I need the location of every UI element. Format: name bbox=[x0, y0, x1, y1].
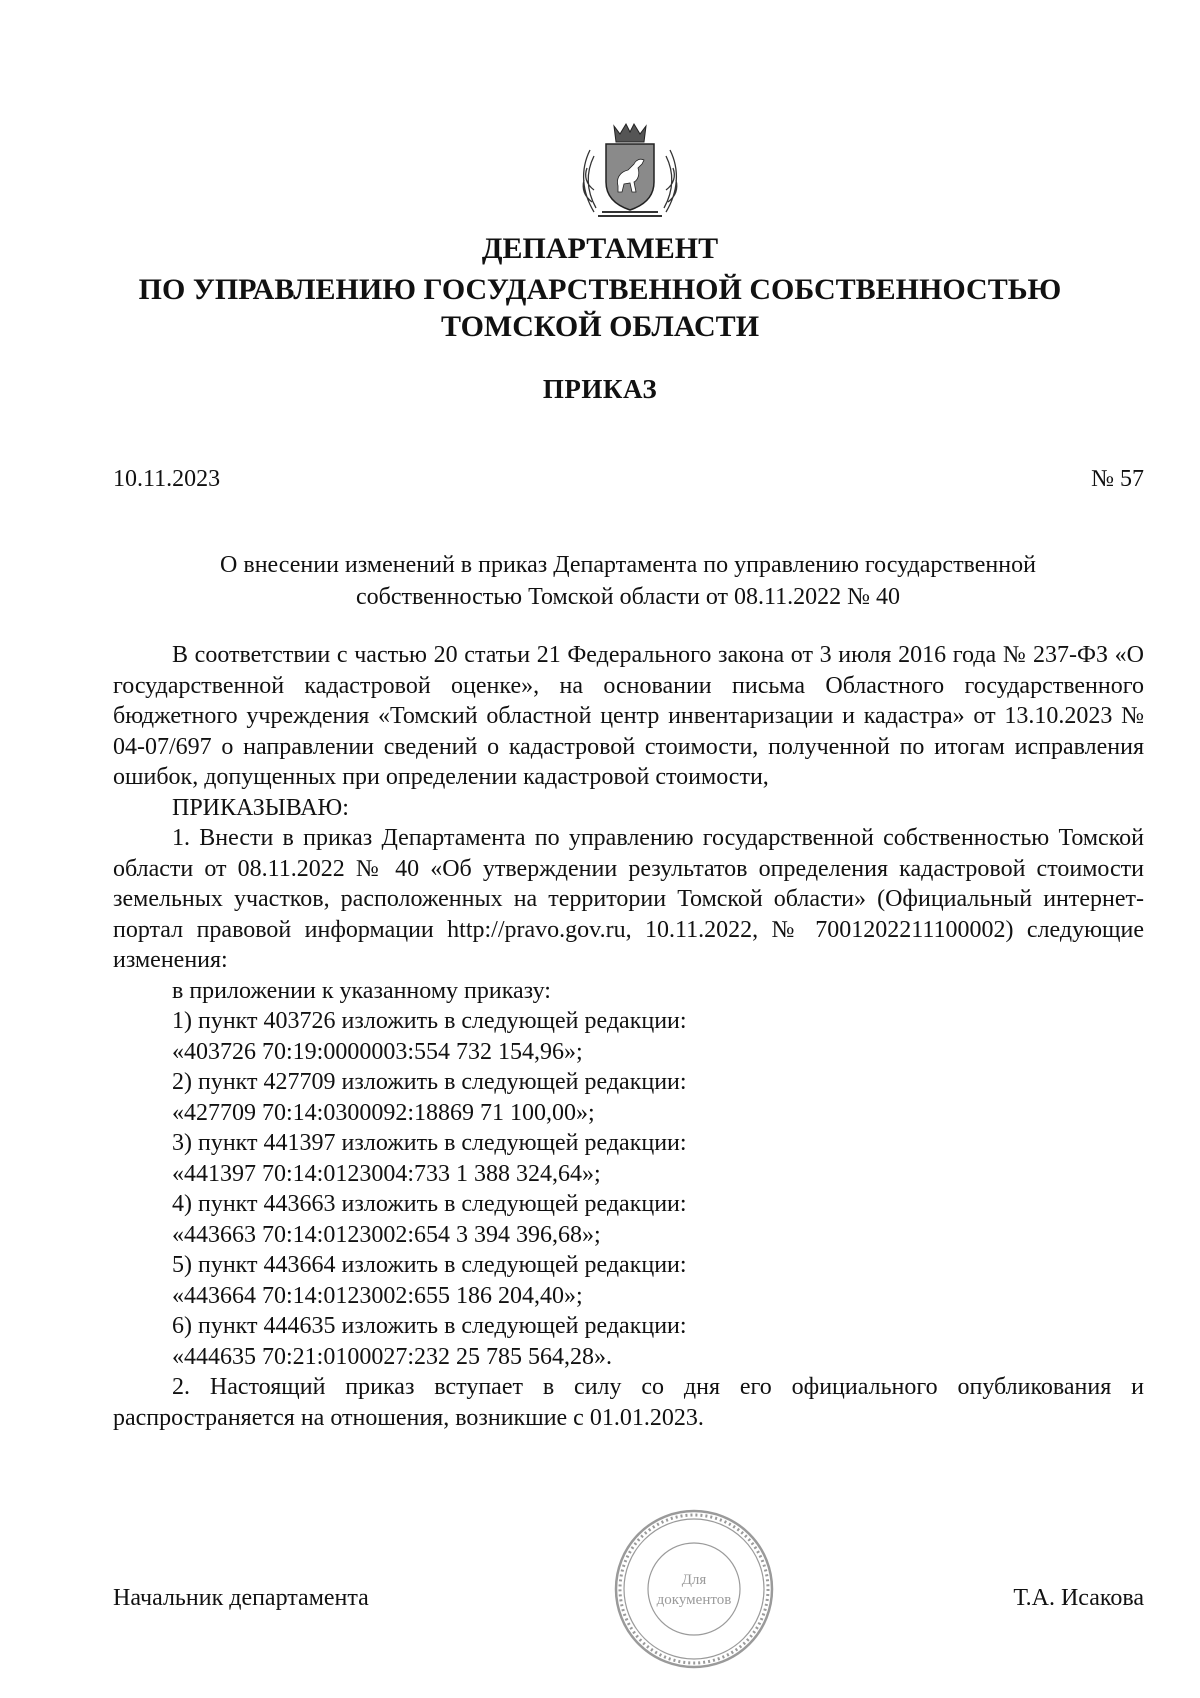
change-label: 5) пункт 443664 изложить в следующей редакции: bbox=[172, 1252, 687, 1278]
document-type: ПРИКАЗ bbox=[542, 374, 658, 404]
change-label: 2) пункт 427709 изложить в следующей редакции: bbox=[172, 1069, 687, 1095]
department-title-line3: ТОМСКОЙ ОБЛАСТИ bbox=[440, 310, 760, 343]
order-item-1: 1. Внести в приказ Департамента по управлению государственной собственностью Томской области от 08.11.2022 № 40 «Об утверждении результатов определения кадастровой стоимости земельных участков, расположенных на территории Томской области» (Официальный интернет-портал правовой информации http://pravo.gov.ru, 10.11.2022, № 7001202211100002) следующие изменения: bbox=[113, 825, 1144, 973]
change-value: «444635 70:21:0100027:232 25 785 564,28». bbox=[172, 1343, 613, 1370]
preamble-paragraph: В соответствии с частью 20 статьи 21 Федерального закона от 3 июля 2016 года № 237-ФЗ «О государственной кадастровой оценке», на основании письма Областного государственного бюджетного учреждения «Томский областной центр инвентаризации и кадастра» от 13.10.2023 № 04-07/697 о направлении сведений о кадастровой стоимости, полученной по итогам исправления ошибок, допущенных при определении кадастровой стоимости, bbox=[113, 642, 1144, 790]
change-label: 3) пункт 441397 изложить в следующей редакции: bbox=[172, 1130, 687, 1156]
official-stamp bbox=[613, 1508, 775, 1670]
change-value: «427709 70:14:0300092:18869 71 100,00»; bbox=[172, 1099, 595, 1126]
order-word: ПРИКАЗЫВАЮ: bbox=[172, 794, 349, 821]
tomsk-coat-of-arms-icon bbox=[574, 112, 686, 224]
appendix-intro: в приложении к указанному приказу: bbox=[172, 977, 551, 1004]
change-label: 6) пункт 444635 изложить в следующей редакции: bbox=[172, 1313, 687, 1339]
svg-text:Для: Для bbox=[681, 1572, 707, 1588]
change-label: 1) пункт 403726 изложить в следующей редакции: bbox=[172, 1008, 687, 1034]
order-number: № 57 bbox=[1091, 466, 1144, 492]
subject-line1: О внесении изменений в приказ Департамента по управлению государственной bbox=[220, 552, 1036, 578]
change-value: «441397 70:14:0123004:733 1 388 324,64»; bbox=[172, 1160, 601, 1187]
department-title-line2: ПО УПРАВЛЕНИЮ ГОСУДАРСТВЕННОЙ СОБСТВЕННОСТЬЮ bbox=[138, 273, 1062, 306]
department-title-line1: ДЕПАРТАМЕНТ bbox=[481, 232, 719, 265]
change-label: 4) пункт 443663 изложить в следующей редакции: bbox=[172, 1191, 687, 1217]
order-date: 10.11.2023 bbox=[113, 466, 221, 492]
change-value: «403726 70:19:0000003:554 732 154,96»; bbox=[172, 1038, 583, 1065]
order-item-2: 2. Настоящий приказ вступает в силу со дня его официального опубликования и распространяется на отношения, возникшие с 01.01.2023. bbox=[113, 1374, 1144, 1431]
svg-text:документов: документов bbox=[656, 1592, 732, 1608]
change-value: «443664 70:14:0123002:655 186 204,40»; bbox=[172, 1282, 583, 1309]
change-value: «443663 70:14:0123002:654 3 394 396,68»; bbox=[172, 1221, 601, 1248]
order-body bbox=[113, 640, 1144, 1433]
order-subject bbox=[113, 549, 1143, 613]
subject-line2: собственностью Томской области от 08.11.2022 № 40 bbox=[355, 584, 901, 610]
signatory-position: Начальник департамента bbox=[113, 1585, 369, 1611]
signatory-name: Т.А. Исакова bbox=[1013, 1585, 1144, 1611]
